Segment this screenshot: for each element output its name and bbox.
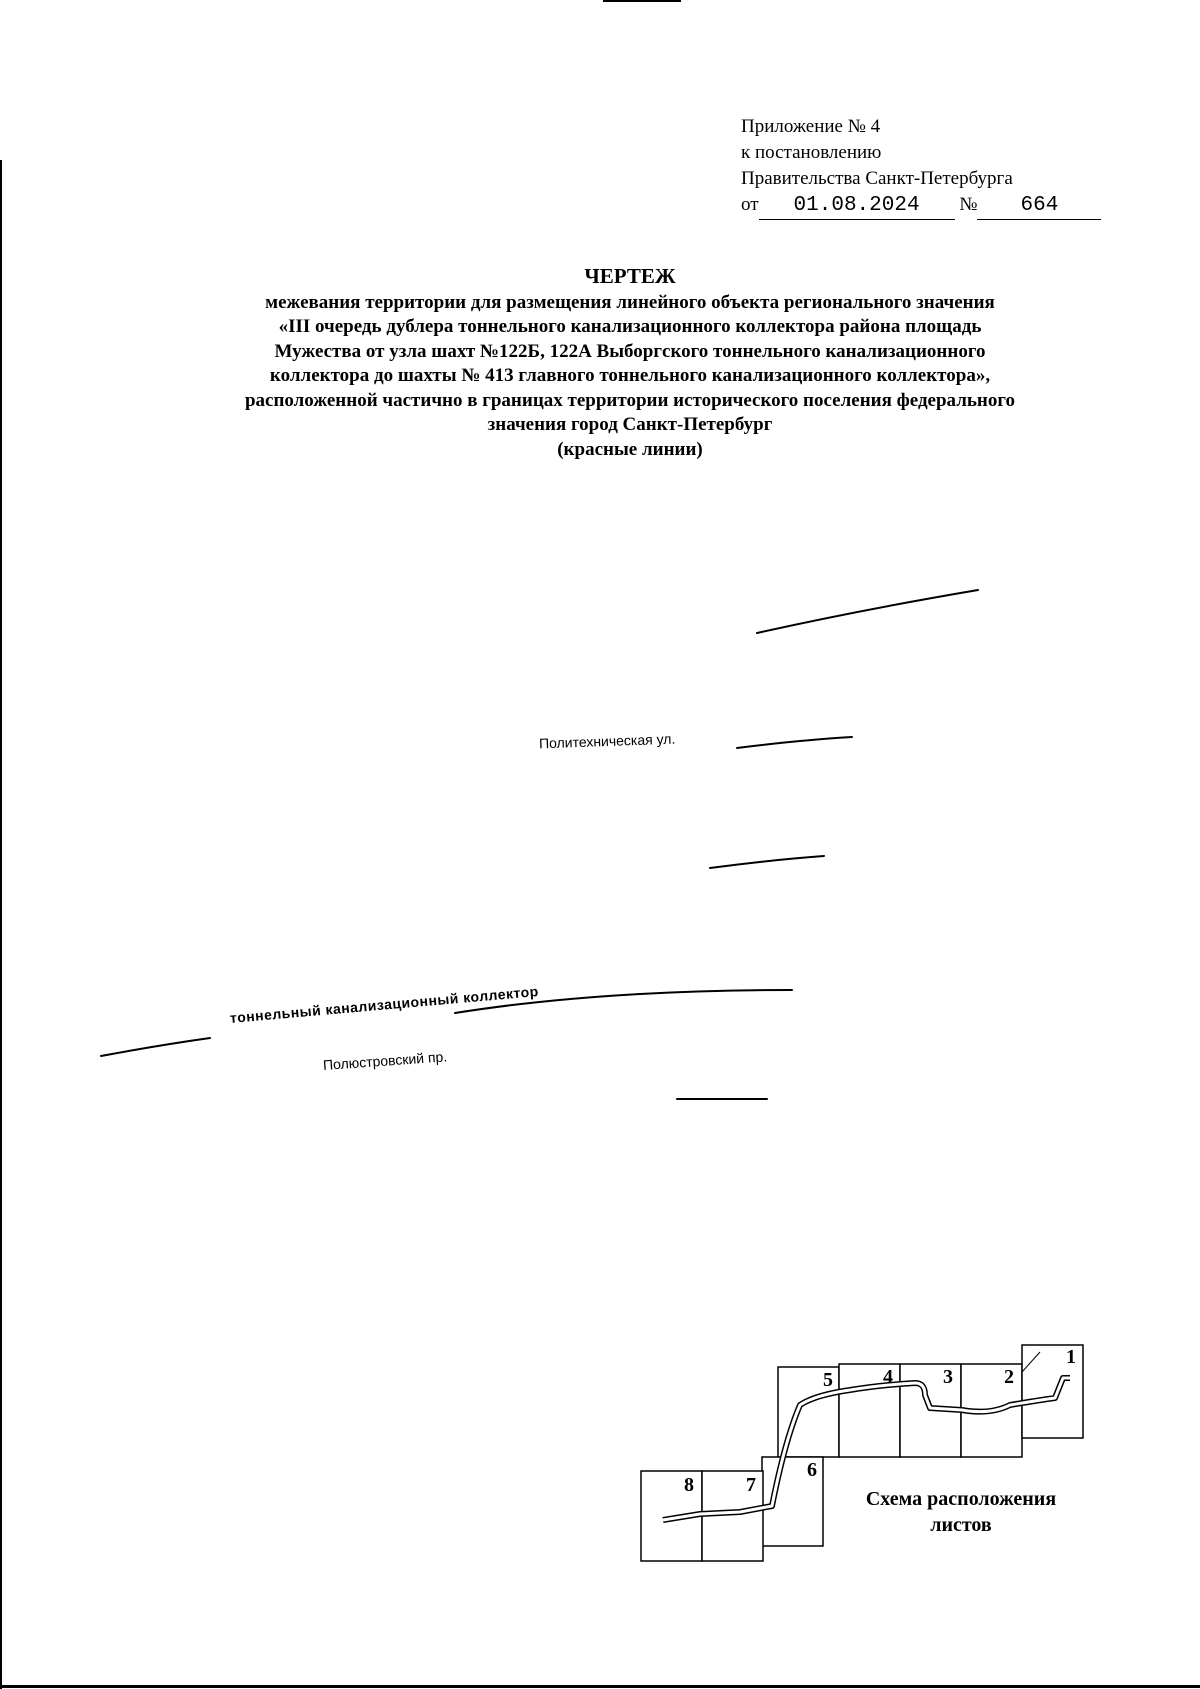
title-subtitle: (красные линии)	[557, 438, 703, 460]
sheet-number-8: 8	[684, 1474, 694, 1496]
label-collector: тоннельный канализационный коллектор	[229, 983, 540, 1026]
title-line-2: «III очередь дублера тоннельного канализационного коллектора района площадь	[278, 316, 982, 337]
appendix-number: Приложение № 4	[741, 116, 881, 137]
sheet-number-1: 1	[1066, 1346, 1076, 1368]
title-line-5: расположенной частично в границах территории исторического поселения федерального	[244, 389, 1016, 411]
map-line-2	[737, 737, 852, 748]
scheme-caption-line-2: листов	[930, 1514, 992, 1536]
sheet-number-5: 5	[823, 1369, 833, 1391]
label-politekhnicheskaya: Политехническая ул.	[538, 730, 676, 752]
sheet-number-6: 6	[807, 1459, 817, 1481]
label-polyustrovsky: Полюстровский пр.	[322, 1048, 448, 1073]
map-line-5	[101, 1038, 210, 1056]
sheet-number-7: 7	[746, 1474, 756, 1496]
title-heading: ЧЕРТЕЖ	[584, 264, 676, 288]
map-line-1	[757, 590, 978, 633]
title-line-4: коллектора до шахты № 413 главного тоннельного канализационного коллектора»,	[269, 365, 991, 386]
title-line-3: Мужества от узла шахт №122Б, 122А Выборгского тоннельного канализационного	[274, 340, 986, 362]
date-value: 01.08.2024	[759, 193, 955, 220]
map-line-3	[710, 856, 824, 868]
number-value: 664	[977, 193, 1101, 220]
date-prefix: от	[741, 194, 759, 215]
title-line-1: межевания территории для размещения линейного объекта регионального значения	[265, 291, 995, 313]
appendix-resolution: к постановлению	[741, 142, 882, 163]
appendix-government: Правительства Санкт-Петербурга	[741, 168, 1013, 189]
sheet-number-4: 4	[883, 1366, 893, 1388]
number-prefix: №	[959, 194, 978, 215]
scheme-caption-line-1: Схема расположения	[865, 1488, 1057, 1510]
sheet-number-2: 2	[1004, 1366, 1014, 1388]
title-line-6: значения город Санкт-Петербург	[487, 414, 773, 435]
scheme-caption	[846, 1486, 1076, 1538]
sheet-number-3: 3	[943, 1366, 953, 1388]
